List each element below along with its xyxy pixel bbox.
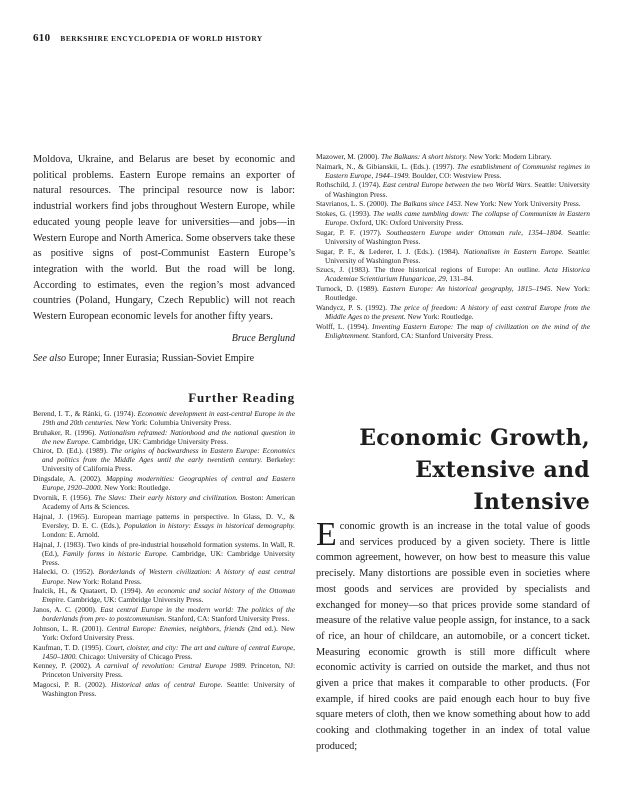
see-also-links[interactable]: Europe; Inner Eurasia; Russian-Soviet Empire [68,352,255,364]
reference-publisher: New York: Routledge. [325,284,590,303]
reference-list-right [316,152,590,340]
reference-entry [316,322,590,340]
reference-entry [316,162,590,180]
reference-title: A carnival of revolution: Central Europe 1989. [95,661,247,671]
reference-entry [33,643,295,661]
reference-publisher: Cambridge, UK: Cambridge University Press. [65,595,204,605]
reference-entry [33,493,295,511]
reference-entry [316,180,590,198]
reference-publisher: New York: Roland Press. [65,576,142,586]
reference-title: Borderlands of Western civilization: A history of east central Europe. [42,567,296,586]
reference-entry [33,624,295,642]
reference-authors: Bruhaker, R. (1996). [33,427,100,437]
reference-entry [316,152,590,161]
reference-authors: Rothschild, J. (1974). [316,180,383,190]
reference-title: East central Europe between the two World Wars. [382,180,533,190]
right-column [316,152,590,340]
reference-title: The Slavs: Their early history and civilization. [94,492,238,502]
article-paragraph: conomic growth is an increase in the total value of goods and services produced by a given society. There is little common agreement, however, on how best to measure this value precisely. Many distortions are possible even in societies where most goods and services are provided by specialists and exchanged for money—so that prices provide some standard of measure of the relative value people assign, for instance, to a sack of rice, an hour of childcare, an automobile, or a concert ticket. Measuring economic growth is still more difficult where economic activity is carried on outside the market, and thus not given a price that makes it comparable to other products. (For example, if hired cooks are paid enough each hour to buy five square meters of cloth, then we know something about how to add cooking and clothmaking together in an index of total value produced; [316,521,590,752]
reference-entry [33,512,295,539]
reference-title: Acta Historica Academiae Scientiarium Hungaricae, 29, [325,265,590,284]
reference-authors: Hajnal, J. (1983). Two kinds of pre-industrial household formation systems. In Wall, R. (Ed.), [33,539,295,558]
reference-title: Mapping modernities: Geographies of central and Eastern Europe, 1920–2000. [42,474,296,493]
reference-entry [316,199,590,208]
reference-entry [33,409,295,427]
reference-authors: Wolff, L. (1994). [316,321,373,331]
reference-authors: Wandycz, P. S. (1992). [316,302,391,312]
author-byline: Bruce Berglund [231,332,295,344]
reference-publisher: New York: Modern Library. [467,152,552,161]
reference-publisher: (2nd ed.). New York: Oxford University Press. [42,623,295,642]
reference-publisher: Boulder, CO: Westview Press. [410,170,502,180]
reference-title: Central Europe: Enemies, neighbors, friends [106,623,245,633]
reference-title: Nationalism reframed: Nationhood and the national question in the new Europe. [42,427,296,446]
reference-entry [316,284,590,302]
reference-entry [316,303,590,321]
reference-entry [316,247,590,265]
article-title [316,422,590,518]
reference-publisher: Seattle: University of Washington Press. [325,246,590,265]
reference-title: Inventing Eastern Europe: The map of civilization on the mind of the Enlightenment. [325,321,590,340]
article-title-line: Extensive and [415,457,590,483]
reference-publisher: London: E. Arnold. [42,529,100,539]
article-title-line: Intensive [473,489,590,515]
reference-authors: İnalcik, H., & Quataert, D. (1994). [33,586,146,596]
reference-entry [33,586,295,604]
reference-title: The establishment of Communist regimes in Eastern Europe, 1944–1949. [325,161,591,180]
reference-entry [33,661,295,679]
reference-entry [316,265,590,283]
reference-title: East central Europe in the modern world: The politics of the borderlands from pre- to postcommunism. [42,605,295,624]
reference-title: Family forms in historic Europe. [62,548,168,558]
reference-title: The walls came tumbling down: The collapse of Communism in Eastern Europe. [325,208,590,228]
reference-title: The Balkans since 1453. [390,199,463,209]
reference-publisher: Chicago: University of Chicago Press. [77,651,193,661]
reference-authors: Janos, A. C. (2000). [33,605,101,615]
reference-authors: Kenney, P. (2002). [33,661,96,671]
reference-authors: Dvornik, F. (1956). [33,492,95,502]
reference-entry [33,680,295,698]
reference-publisher: 131–84. [447,274,474,284]
reference-authors: Sugar, P. F., & Lederer, I. J. (Eds.). (1984). [316,246,464,256]
reference-title: Eastern Europe: An historical geography, 1815–1945. [382,284,553,294]
reference-publisher: New York: Columbia University Press. [113,417,232,427]
reference-publisher: Seattle: University of Washington Press. [325,227,590,246]
reference-title: The price of freedom: A history of east central Europe from the Middle Ages to the present. [325,302,590,321]
reference-authors: Stavrianos, L. S. (2000). [316,199,391,209]
reference-authors: Magocsi, P. R. (2002). [33,680,111,690]
reference-title: Historical atlas of central Europe. [110,680,223,690]
reference-title: Southeastern Europe under Ottoman rule, 1354–1804. [386,227,563,237]
reference-publisher: New York: New York University Press. [462,199,581,209]
reference-entry [316,228,590,246]
reference-title: The origins of backwardness in Eastern Europe: Economics and politics from the Middle Ages until the early twentieth century. [42,446,295,465]
reference-authors: Turnock, D. (1989). [316,284,383,294]
see-also [33,353,295,368]
further-reading-heading: Further Reading [188,389,295,405]
reference-publisher: New York: Routledge. [102,483,171,493]
reference-authors: Halecki, O. (1952). [33,567,99,577]
left-column [33,152,295,699]
reference-title: Nationalism in Eastern Europe. [463,246,564,256]
reference-publisher: Stanford, CA: Stanford University Press. [369,330,493,340]
see-also-label: See also [33,352,67,364]
reference-list-left [33,409,295,699]
reference-entry [33,428,295,446]
reference-authors: Dingsdale, A. (2002). [33,474,107,484]
drop-cap: E [316,516,337,553]
reference-entry [33,605,295,623]
reference-entry [33,540,295,567]
article-title-line: Economic Growth, [359,425,590,451]
running-title: BERKSHIRE ENCYCLOPEDIA OF WORLD HISTORY [60,34,263,43]
reference-authors: Szucs, J. (1983). The three historical regions of Europe: An outline. [316,265,545,275]
reference-title: An economic and social history of the Ottoman Empire. [42,586,295,605]
reference-publisher: Boston: American Academy of Arts & Sciences. [42,492,295,512]
reference-publisher: Cambridge, UK: Cambridge University Press. [89,436,229,446]
reference-authors: Mazower, M. (2000). [316,152,381,161]
reference-publisher: Seattle: University of Washington Press. [325,180,591,199]
reference-authors: Kaufman, T. D. (1995). [33,642,106,652]
reference-publisher: Seattle: University of Washington Press. [42,680,295,699]
reference-authors: Johnson, L. R. (2001). [33,623,107,633]
reference-authors: Hajnal, J. (1965). European marriage patterns in perspective. In Glass, D. V., & Eversley, D. E. C. (Eds.), [33,511,295,530]
reference-publisher: Princeton, NJ: Princeton University Press. [42,661,296,680]
reference-title: The Balkans: A short history. [380,152,468,161]
running-header [33,28,593,44]
reference-authors: Stokes, G. (1993). [316,208,374,218]
reference-authors: Chirot, D. (Ed.). (1989). [33,446,111,456]
reference-publisher: New York: Routledge. [405,311,474,321]
reference-publisher: Berkeley: University of California Press. [42,455,295,474]
reference-entry [33,446,295,473]
page-number: 610 [33,32,51,44]
reference-title: Population in history: Essays in historical demography. [123,520,295,530]
reference-publisher: Cambridge, UK: Cambridge University Press. [42,548,295,567]
reference-entry [33,567,295,585]
reference-title: Court, cloister, and city: The art and culture of central Europe, 1450–1800. [42,642,296,661]
reference-entry [33,474,295,492]
reference-authors: Sugar, P. F. (1977). [316,227,387,237]
reference-title: Economic development in east-central Europe in the 19th and 20th centuries. [42,408,296,427]
reference-entry [316,209,590,227]
reference-authors: Berend, I. T., & Ránki, G. (1974). [33,408,138,418]
reference-publisher: Oxford, UK: Oxford University Press. [348,218,464,228]
article-body [316,516,590,755]
reference-authors: Naimark, N., & Gibianskii, L. (Eds.). (1997). [316,161,457,171]
closing-paragraph: Moldova, Ukraine, and Belarus are beset by economic and political problems. Eastern Europe remains an exporter of natural resources. The principal resource now is labor: industrial workers find jobs throughout Western Europe, while educated young people leave for universities—and jobs—in Western Europe and North America. Some observers take these as positive signs of post-Communist Eastern Europe’s integration with the world. But the road will be long. According to estimates, even the region’s most advanced countries (Poland, Hungary, Czech Republic) will not reach Western European economic levels for another fifty years. [33,154,295,323]
reference-publisher: Stanford, CA: Stanford University Press. [166,614,290,624]
